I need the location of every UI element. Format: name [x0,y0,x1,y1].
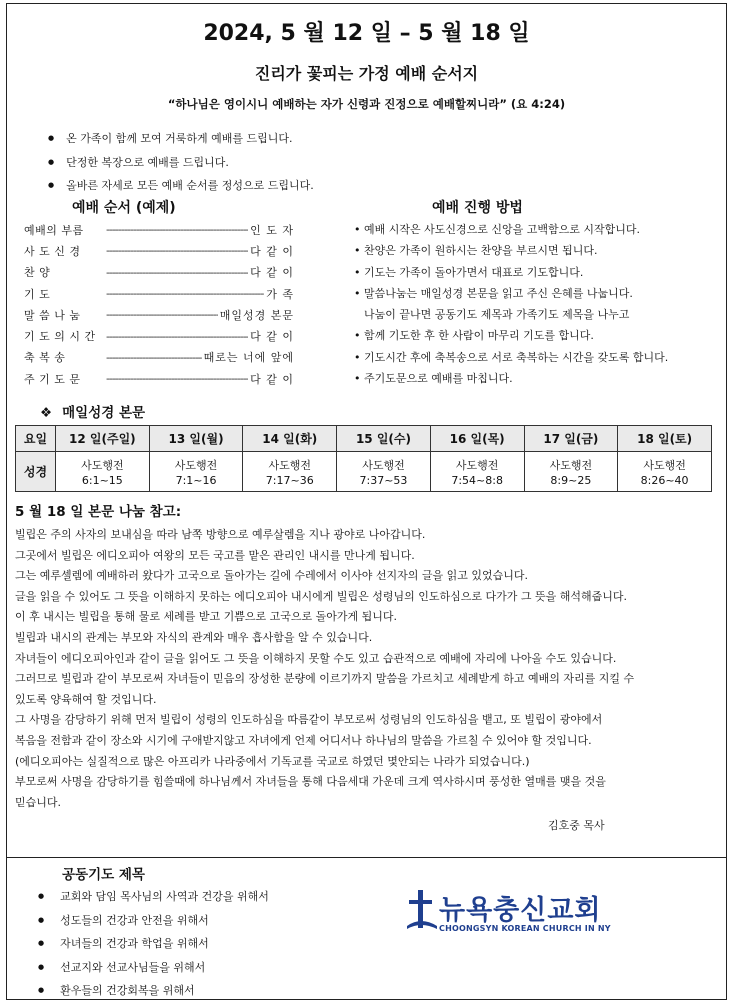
reading-book: 사도행전 [362,458,405,472]
method-item [354,325,724,346]
order-item [24,304,294,325]
worship-order-list [24,219,294,389]
method-bullet: • [354,244,361,258]
dash-leader [106,372,248,385]
order-item [24,283,294,304]
church-name-korean: 뉴욕충신교회 [439,895,602,926]
order-item-name: 주 기 도 문 [24,372,81,386]
order-item-leader: 다 같 이 [250,266,294,280]
sermon-line: 이 후 내시는 빌립을 통해 물로 세례를 받고 기쁨으로 고국으로 돌아가게 됩니다. [15,610,397,624]
order-item-leader: 인 도 자 [250,223,294,237]
sermon-body [15,525,720,813]
table-header-row [16,426,712,452]
reading-range: 8:26~40 [640,473,689,487]
cross-logo-icon [405,886,439,938]
order-item-name: 말 씀 나 눔 [24,308,81,322]
method-item-text: 나눔이 끝나면 공동기도 제목과 가족기도 제목을 나누고 [364,308,630,322]
prayer-list [38,886,269,1004]
sermon-author: 김호중 목사 [548,819,605,832]
reading-range: 7:54~8:8 [451,473,503,487]
church-name-english: CHOONGSYN KOREAN CHURCH IN NY [439,924,611,933]
reading-cell [56,452,150,492]
order-item-leader: 때로는 너에 앞에 [203,351,294,365]
method-bullet: • [354,223,361,236]
reading-cell [337,452,431,492]
dash-leader [106,287,264,300]
method-bullet: • [354,350,361,364]
method-item [354,368,724,389]
intro-bullet: ● 온 가족이 함께 모여 거룩하게 예배를 드립니다. [48,128,314,152]
dash-leader [106,351,202,364]
day-header: 14 일(화) [243,426,337,452]
reading-range: 7:17~36 [265,473,314,487]
method-bullet: • [354,286,361,300]
sermon-line: 그는 예루셀렘에 예배하러 왔다가 고국으로 돌아가는 길에 수레에서 이사야 선지자의 글을 읽고 있었습니다. [15,569,528,583]
method-item-text: 기도는 가족이 돌아가면서 대표로 기도합니다. [364,265,584,279]
reading-cell [618,452,712,492]
worship-method-list [354,219,724,389]
order-item-name: 기 도 [24,287,51,301]
order-item-leader: 다 같 이 [250,372,294,386]
order-item-name: 찬 양 [24,266,51,280]
sermon-line: 부모로써 사명을 감당하기를 힘쓸때에 하나님께서 자녀들을 통해 다음세대 가운데 크게 역사하시며 풍성한 열매를 맺을 것을 [15,775,606,789]
sermon-line: 빌립과 내시의 관계는 부모와 자식의 관계와 매우 흡사함을 알 수 있습니다. [15,630,373,644]
page-title: 2024, 5 월 12 일 – 5 월 18 일 [203,21,530,46]
method-item [354,240,724,261]
dash-leader [106,244,248,257]
method-item-text: 주기도문으로 예배를 마칩니다. [364,372,513,386]
order-item-leader: 가 족 [266,287,294,301]
diamond-bullet-icon: ❖ [40,405,53,421]
reading-cell [524,452,618,492]
order-item-leader: 다 같 이 [250,330,294,344]
sermon-line: 그 사명을 감당하기 위해 먼저 빌립이 성령의 인도하심을 따름같이 부모로써 성령님의 인도하심을 뱉고, 또 빌립이 광야에서 [15,713,603,727]
method-item [354,304,724,325]
dash-leader [106,330,248,343]
sermon-line: 자녀들이 에디오피아인과 같이 글을 읽어도 그 뜻을 이해하지 못할 수도 있고 습관적으로 예배에 자리에 나아올 수도 있습니다. [15,651,617,665]
reading-book: 사도행전 [174,458,218,472]
dash-leader [106,308,218,321]
scripture-verse: “하나님은 영이시니 예배하는 자가 신령과 진정으로 예배할찌니라” (요 4:24) [167,97,566,111]
reading-book: 사도행전 [549,458,593,472]
day-header: 17 일(금) [524,426,618,452]
order-item [24,368,294,389]
sermon-line: 있도록 양육해여 할 것입니다. [15,692,157,706]
prayer-item: ● 환우들의 건강회복을 위해서 [38,980,269,1004]
order-item-name: 축 복 송 [24,351,66,365]
church-logo [405,886,620,938]
bible-heading-text: 매일성경 본문 [62,405,146,421]
reading-range: 7:1~16 [175,473,217,487]
reading-cell [149,452,243,492]
method-item-text: 함께 기도한 후 한 사람이 마무리 기도를 합니다. [364,329,594,343]
intro-bullet-list [48,128,314,199]
method-item-text: 기도시간 후에 축복송으로 서로 축복하는 시간을 갖도록 합니다. [364,350,669,364]
reading-cell [243,452,337,492]
method-bullet: • [354,265,361,279]
order-item-name: 기 도 의 시 간 [24,330,96,344]
order-item [24,240,294,261]
reading-range: 7:37~53 [359,473,408,487]
day-header: 16 일(목) [430,426,524,452]
order-item [24,219,294,240]
day-header: 18 일(토) [618,426,712,452]
order-item-name: 예배의 부름 [24,223,84,237]
sermon-line: 복음을 전함과 같이 장소와 시기에 구애받지않고 자녀에게 언제 어디서나 하나님의 말씀을 가르칠 수 있어야 할 것입니다. [15,733,592,747]
row-label-day: 요일 [16,426,56,452]
sermon-line: 글을 읽을 수 있어도 그 뜻을 이해하지 못하는 에디오피아 내시에게 빌립은 성령님의 인도하심으로 다가가 그 뜻을 해석해줍니다. [15,589,627,603]
method-item-text: 예배 시작은 사도신경으로 신앙을 고백함으로 시작합니다. [364,223,641,236]
sermon-line: 그곳에서 빌립은 에디오피아 여왕의 모든 국고를 맡은 관리인 내시를 만나게 됩니다. [15,548,415,562]
prayer-item: ● 성도들의 건강과 안전을 위해서 [38,910,269,934]
dash-leader [106,266,248,279]
order-item [24,347,294,368]
intro-bullet: ● 단정한 복장으로 예배를 드립니다. [48,152,314,176]
order-item-leader: 매일성경 본문 [219,308,294,322]
day-header: 15 일(수) [337,426,431,452]
method-item [354,283,724,304]
method-bullet: • [354,372,361,386]
section-divider [6,857,727,858]
reading-range: 8:9~25 [550,473,592,487]
reading-book: 사도행전 [81,458,124,472]
method-bullet: • [354,329,361,343]
day-header: 12 일(주일) [56,426,150,452]
sermon-line: (에디오피아는 실질적으로 많은 아프리카 나라중에서 기독교를 국교로 하였던 몇안되는 나라가 되었습니다.) [15,754,530,768]
method-heading: 예배 진행 방법 [432,200,523,216]
order-item-leader: 다 같 이 [250,244,294,258]
page-subtitle: 진리가 꽃피는 가정 예배 순서지 [254,64,479,83]
bible-reading-table [15,425,712,492]
table-row [16,452,712,492]
sermon-heading: 5 월 18 일 본문 나눔 참고: [15,504,182,520]
bible-heading [40,401,145,421]
sermon-line: 믿습니다. [15,795,62,809]
reading-book: 사도행전 [455,458,499,472]
dash-leader [106,223,248,236]
prayer-item: ● 자녀들의 건강과 학업을 위해서 [38,933,269,957]
order-heading: 예배 순서 (예제) [72,200,176,216]
order-item-name: 사 도 신 경 [24,244,81,258]
method-item [354,347,724,368]
reading-cell [430,452,524,492]
intro-bullet: ● 올바른 자세로 모든 예배 순서를 정성으로 드립니다. [48,175,314,199]
reading-range: 6:1~15 [81,473,123,487]
method-item [354,262,724,283]
order-item [24,325,294,346]
prayer-heading: 공동기도 제목 [62,867,145,883]
method-item-text: 말씀나눔는 매일성경 본문을 읽고 주신 은혜를 나눕니다. [364,286,633,300]
reading-book: 사도행전 [268,458,312,472]
reading-book: 사도행전 [643,458,686,472]
prayer-item: ● 선교지와 선교사님들을 위해서 [38,957,269,981]
method-item [354,219,724,240]
row-label-text: 성경 [16,452,56,492]
order-item [24,262,294,283]
method-item-text: 찬양은 가족이 원하시는 찬양을 부르시면 됩니다. [364,244,598,258]
prayer-item: ● 교회와 담임 목사님의 사역과 건강을 위해서 [38,886,269,910]
sermon-line: 빌립은 주의 사자의 보내심을 따라 남쪽 방향으로 예루살렘을 지나 광야로 나아갑니다. [15,528,426,541]
sermon-line: 그러므로 빌립과 같이 부모로써 자녀들이 믿음의 장성한 분량에 이르기까지 말씀을 가르치고 세례받게 하고 예배의 자리를 지킬 수 [15,672,635,686]
day-header: 13 일(월) [149,426,243,452]
